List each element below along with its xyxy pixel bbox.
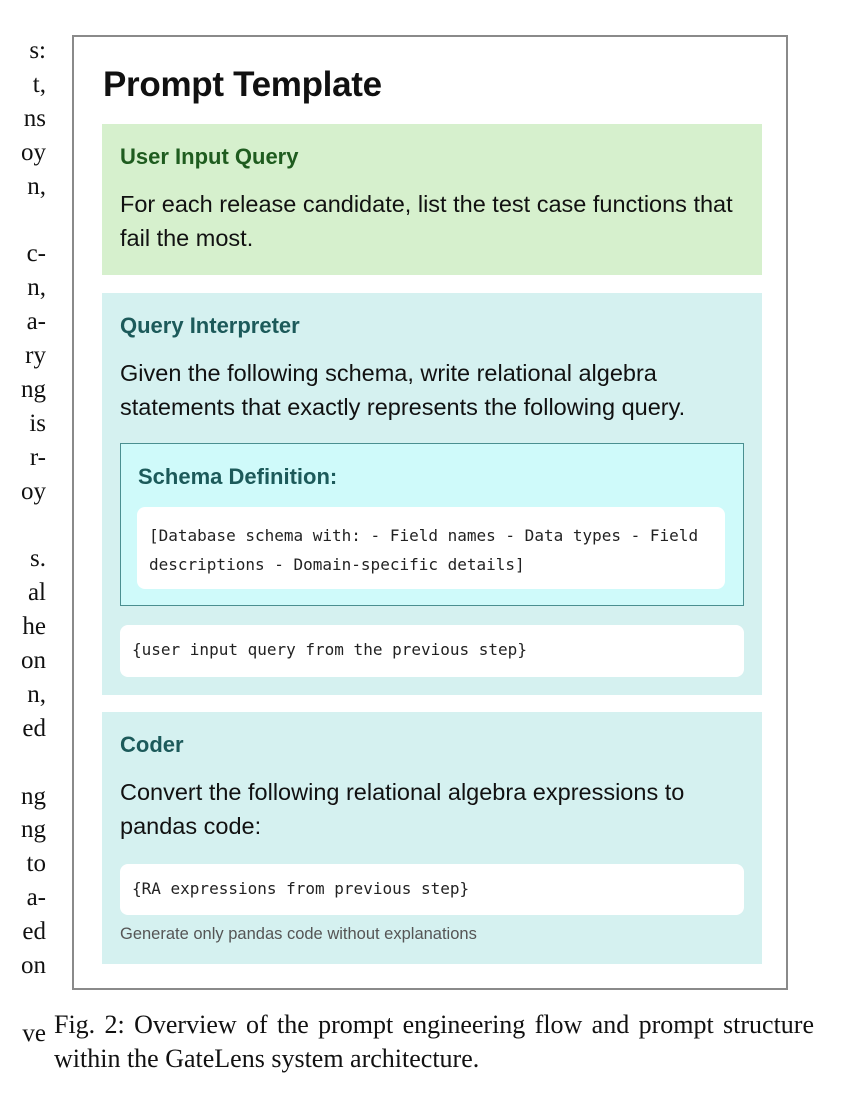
text-fragment: on — [21, 647, 46, 675]
text-fragment: is — [29, 409, 46, 437]
text-fragment: al — [27, 579, 46, 607]
text-fragment: ed — [22, 918, 46, 946]
text-fragment: ng — [21, 816, 46, 844]
prompt-template-figure — [72, 35, 788, 990]
text-fragment: n, — [27, 680, 46, 708]
query-interpreter-text: Given the following schema, write relational algebra statements that exactly represents the following query. — [120, 360, 686, 420]
text-fragment: oy — [21, 138, 46, 166]
text-fragment: ry — [25, 342, 46, 370]
text-fragment: ed — [22, 714, 46, 742]
schema-definition-heading: Schema Definition: — [138, 464, 338, 489]
user-query-placeholder-block: {user input query from the previous step} — [120, 625, 744, 677]
text-fragment: a- — [26, 308, 46, 336]
user-input-query-text: For each release candidate, list the test case functions that fail the most. — [120, 191, 733, 251]
text-fragment: s: — [29, 37, 46, 64]
figure-title: Prompt Template — [103, 65, 382, 104]
user-input-query-section — [102, 124, 762, 275]
figure-caption: Fig. 2: Overview of the prompt engineering flow and prompt structure within the GateLens system architecture. — [54, 1010, 814, 1073]
text-fragment: ve — [22, 1019, 46, 1047]
text-fragment: ng — [21, 375, 46, 403]
text-fragment: oy — [21, 477, 46, 505]
schema-code-block: [Database schema with: - Field names - Data types - Field descriptions - Domain-specific details] — [137, 507, 725, 589]
text-fragment: a- — [26, 884, 46, 912]
user-input-query-heading: User Input Query — [120, 144, 299, 169]
text-fragment: n, — [27, 274, 46, 302]
text-fragment: s. — [30, 545, 46, 573]
left-column-text-fragments — [0, 0, 46, 1051]
text-fragment: t, — [32, 70, 46, 98]
text-fragment: r- — [29, 443, 46, 471]
text-fragment: ns — [23, 104, 46, 132]
coder-heading: Coder — [120, 732, 184, 757]
query-interpreter-section — [102, 293, 762, 695]
query-interpreter-heading: Query Interpreter — [120, 313, 300, 338]
text-fragment — [0, 746, 46, 780]
text-fragment — [0, 203, 46, 237]
text-fragment: he — [22, 613, 46, 641]
text-fragment: ng — [21, 782, 46, 810]
coder-text: Convert the following relational algebra expressions to pandas code: — [120, 779, 685, 839]
coder-section — [102, 712, 762, 964]
text-fragment — [0, 983, 46, 1017]
text-fragment: on — [21, 952, 46, 980]
ra-expressions-placeholder-block: {RA expressions from previous step} — [120, 864, 744, 915]
text-fragment — [0, 508, 46, 542]
coder-note: Generate only pandas code without explanations — [120, 925, 477, 943]
text-fragment: n, — [27, 172, 46, 200]
schema-definition-box — [120, 443, 744, 606]
text-fragment: to — [26, 850, 46, 878]
text-fragment: c- — [26, 240, 46, 268]
